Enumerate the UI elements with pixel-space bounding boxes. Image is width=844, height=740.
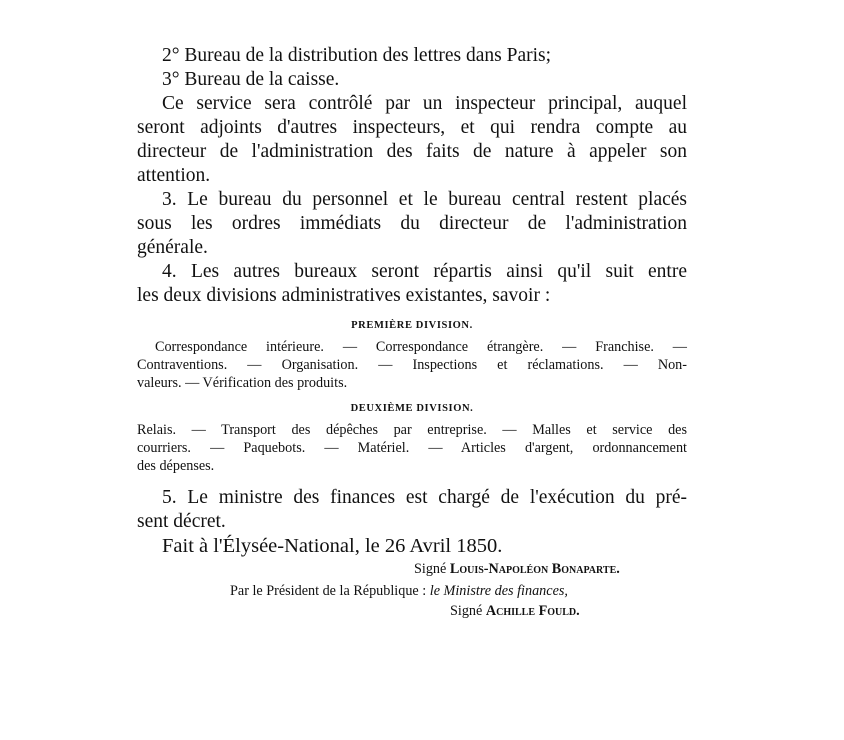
paragraph-line: attention. (137, 165, 211, 186)
president-text: Par le Président de la République : (230, 583, 430, 599)
premiere-division-line: Correspondance intérieure. — Correspondance étrangère. — Franchise. — (155, 339, 687, 355)
paragraph-line: 4. Les autres bureaux seront répartis ainsi qu'il suit entre (162, 261, 687, 282)
deuxieme-division-line: Relais. — Transport des dépêches par entreprise. — Malles et service des (137, 422, 687, 438)
ministre-title: le Ministre des finances, (429, 583, 568, 599)
paragraph-line: les deux divisions administratives existantes, savoir : (137, 285, 551, 306)
paragraph-line: 3. Le bureau du personnel et le bureau central restent placés (162, 189, 687, 210)
deuxieme-division-heading: DEUXIÈME DIVISION. (350, 403, 474, 414)
paragraph-line: seront adjoints d'autres inspecteurs, et qui rendra compte au (137, 117, 687, 138)
list-item-bureau-caisse: 3° Bureau de la caisse. (162, 69, 340, 90)
signature-prefix: Signé (414, 561, 450, 577)
paragraph-line: sent décret. (137, 511, 226, 532)
premiere-division-line: valeurs. — Vérification des produits. (137, 375, 348, 391)
signature-fould (450, 602, 580, 620)
date-line: Fait à l'Élysée-National, le 26 Avril 1850. (162, 535, 503, 557)
premiere-division-line: Contraventions. — Organisation. — Inspections et réclamations. — Non- (137, 357, 687, 373)
deuxieme-division-line: courriers. — Paquebots. — Matériel. — Articles d'argent, ordonnancement (137, 440, 687, 456)
deuxieme-division-line: des dépenses. (137, 458, 215, 474)
signature-name: Achille Fould. (485, 603, 580, 619)
signature-prefix: Signé (450, 603, 486, 619)
signature-name: Louis-Napoléon Bonaparte. (449, 561, 620, 577)
paragraph-line: sous les ordres immédiats du directeur de l'administration (137, 213, 687, 234)
paragraph-line: 5. Le ministre des finances est chargé de l'exécution du pré- (162, 487, 687, 508)
list-item-bureau-distribution: 2° Bureau de la distribution des lettres dans Paris; (162, 45, 552, 66)
paragraph-line: directeur de l'administration des faits de nature à appeler son (137, 141, 687, 162)
paragraph-line: générale. (137, 237, 208, 258)
paragraph-line: Ce service sera contrôlé par un inspecteur principal, auquel (162, 93, 687, 114)
par-le-president-line (230, 582, 568, 600)
premiere-division-heading: PREMIÈRE DIVISION. (351, 320, 473, 331)
signature-bonaparte (414, 560, 620, 578)
